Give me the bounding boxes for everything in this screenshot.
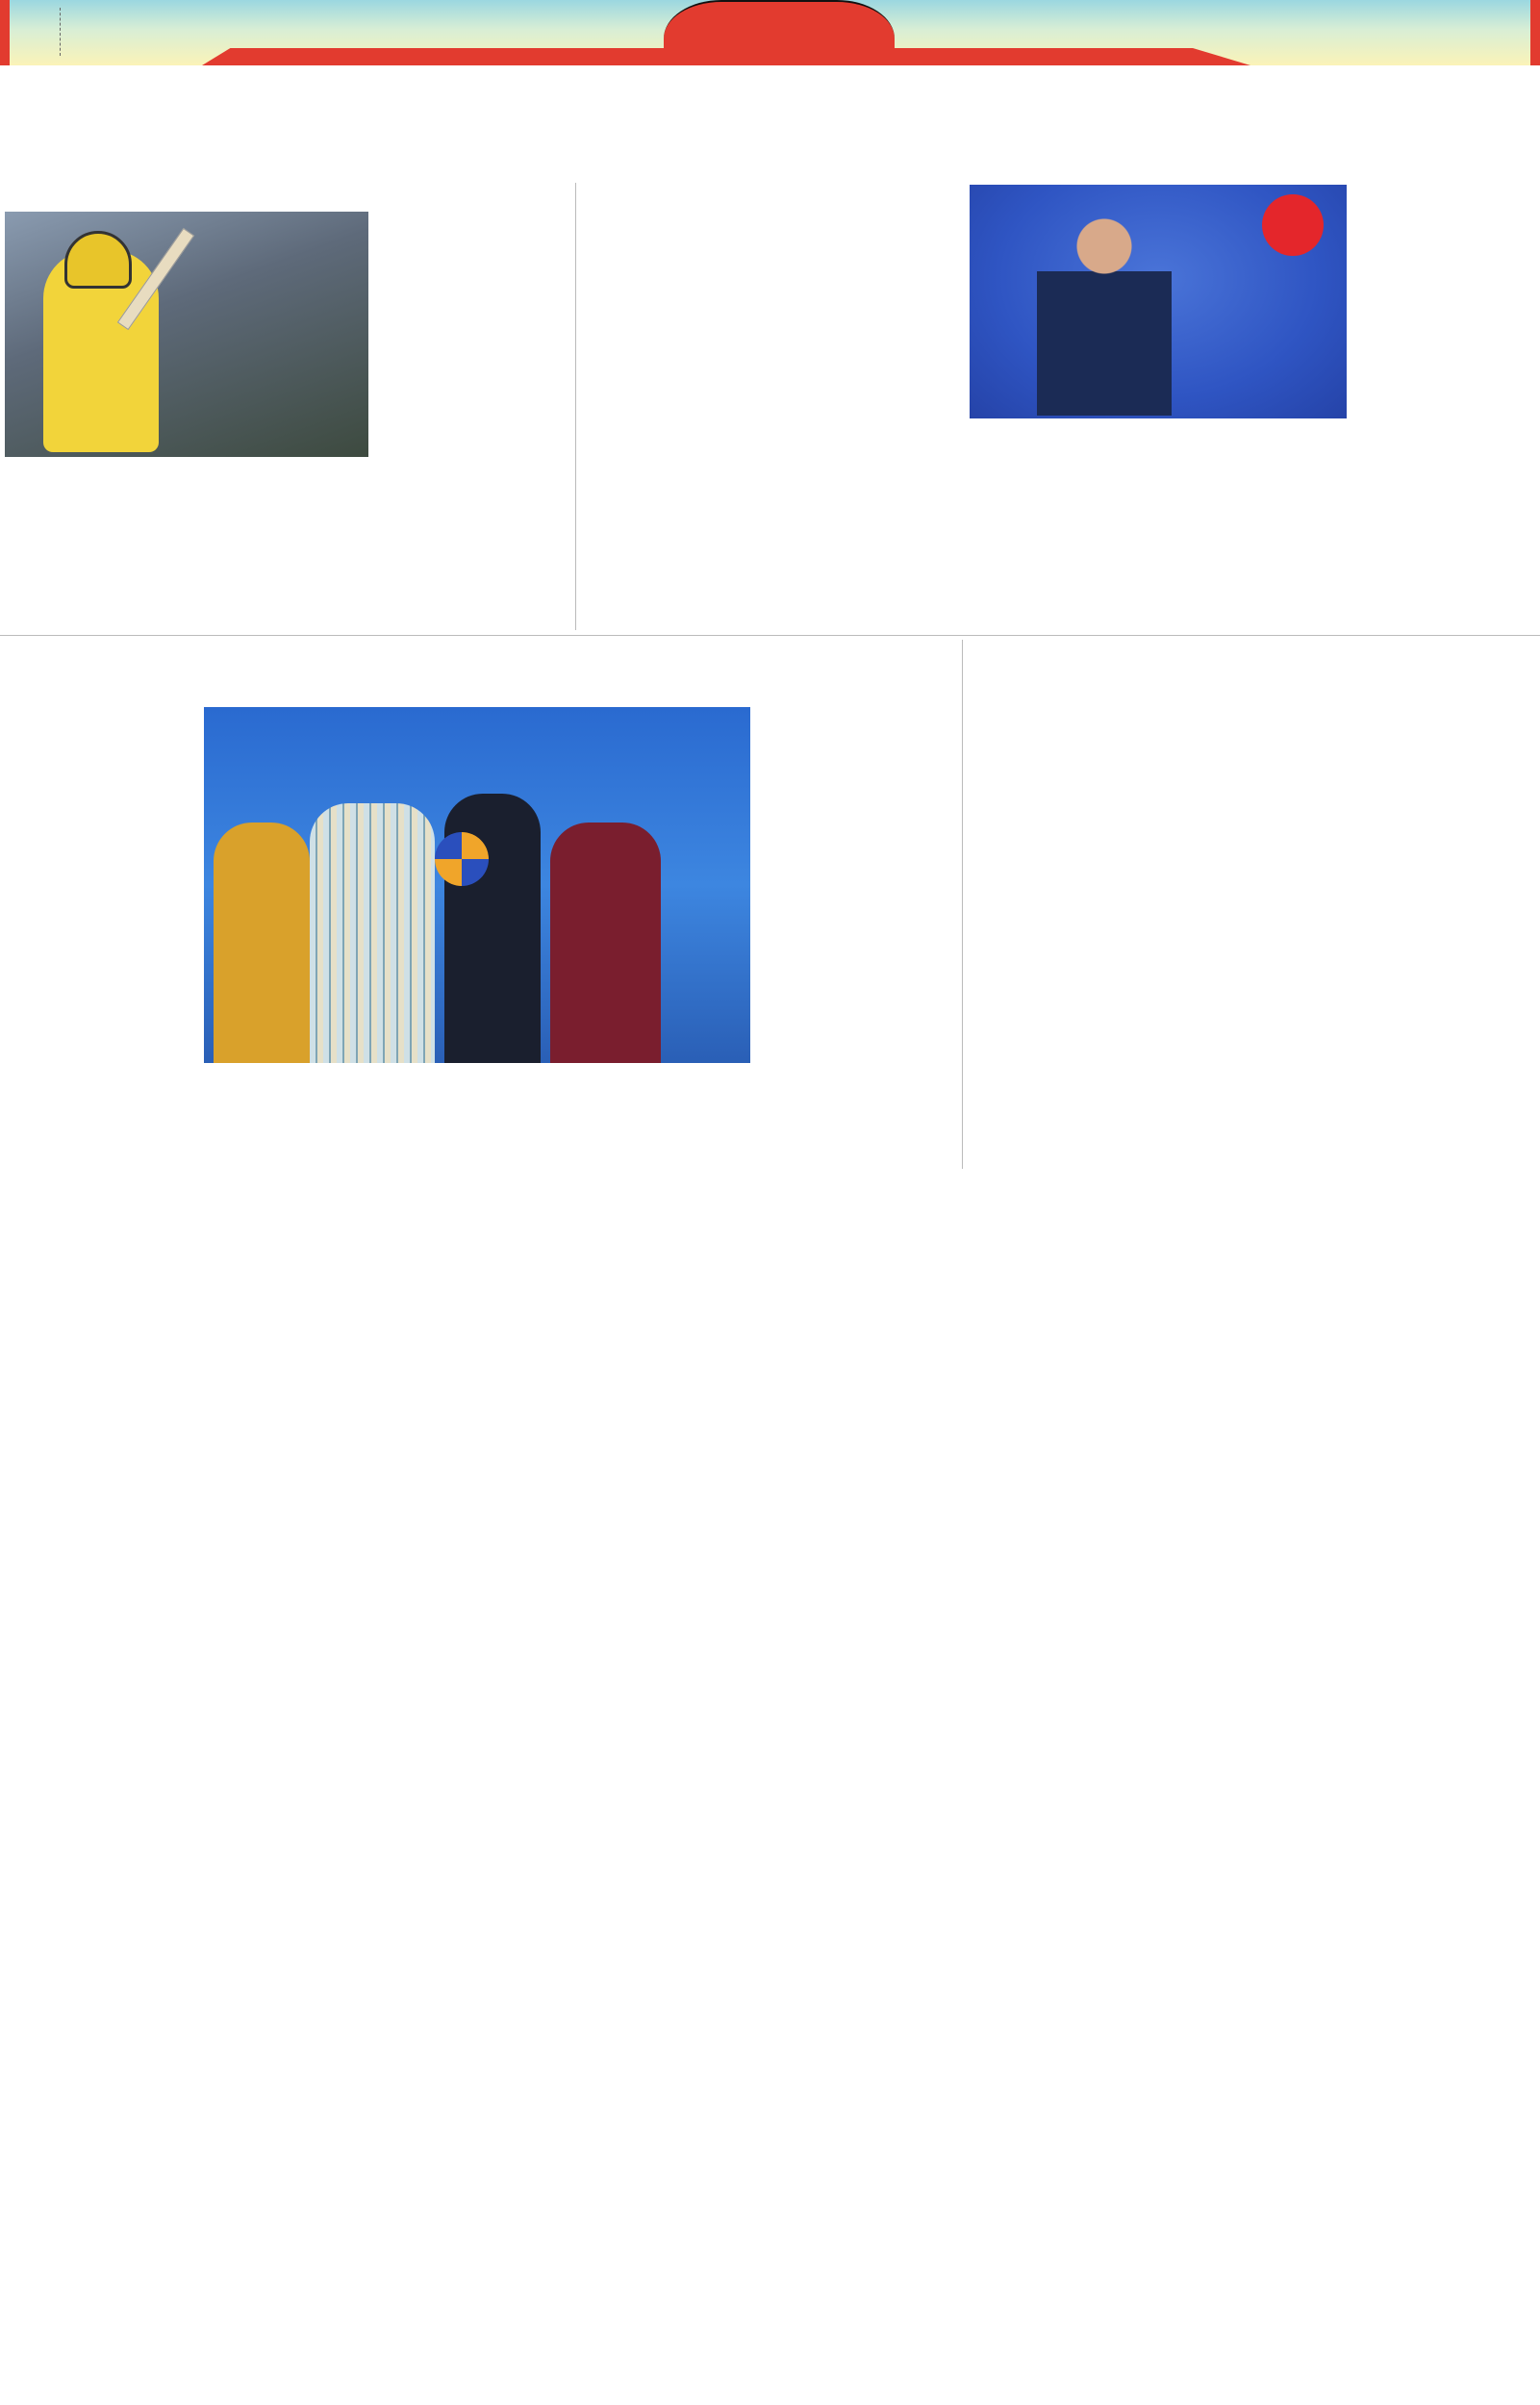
person-figure bbox=[310, 803, 435, 1063]
section-rule bbox=[0, 635, 1540, 636]
jio-logo bbox=[1262, 194, 1324, 256]
brand-logo bbox=[664, 0, 895, 65]
article-column bbox=[1354, 188, 1535, 630]
photo-cricketer bbox=[5, 212, 368, 457]
article-column bbox=[377, 214, 568, 627]
article-column bbox=[192, 460, 375, 628]
photo-akash-ambani bbox=[970, 185, 1347, 418]
article-column bbox=[204, 1066, 750, 1162]
article-column bbox=[970, 423, 1347, 630]
article-column bbox=[760, 707, 957, 1159]
column-rule bbox=[962, 640, 963, 1169]
divider bbox=[60, 8, 61, 56]
masthead bbox=[0, 0, 1540, 65]
person-figure bbox=[1037, 204, 1172, 416]
article-column bbox=[5, 460, 188, 628]
column-rule bbox=[575, 183, 576, 630]
person-figure bbox=[550, 823, 661, 1063]
article-column bbox=[585, 188, 770, 630]
person-figure bbox=[214, 823, 310, 1063]
article-column bbox=[777, 188, 962, 630]
urdu-logo bbox=[1398, 2, 1513, 62]
volleyball bbox=[435, 832, 489, 886]
article-column bbox=[1347, 723, 1535, 1161]
masthead-band bbox=[202, 48, 673, 65]
helmet bbox=[64, 231, 132, 289]
article-column bbox=[5, 707, 197, 1159]
photo-volleyball-launch bbox=[204, 707, 750, 1063]
